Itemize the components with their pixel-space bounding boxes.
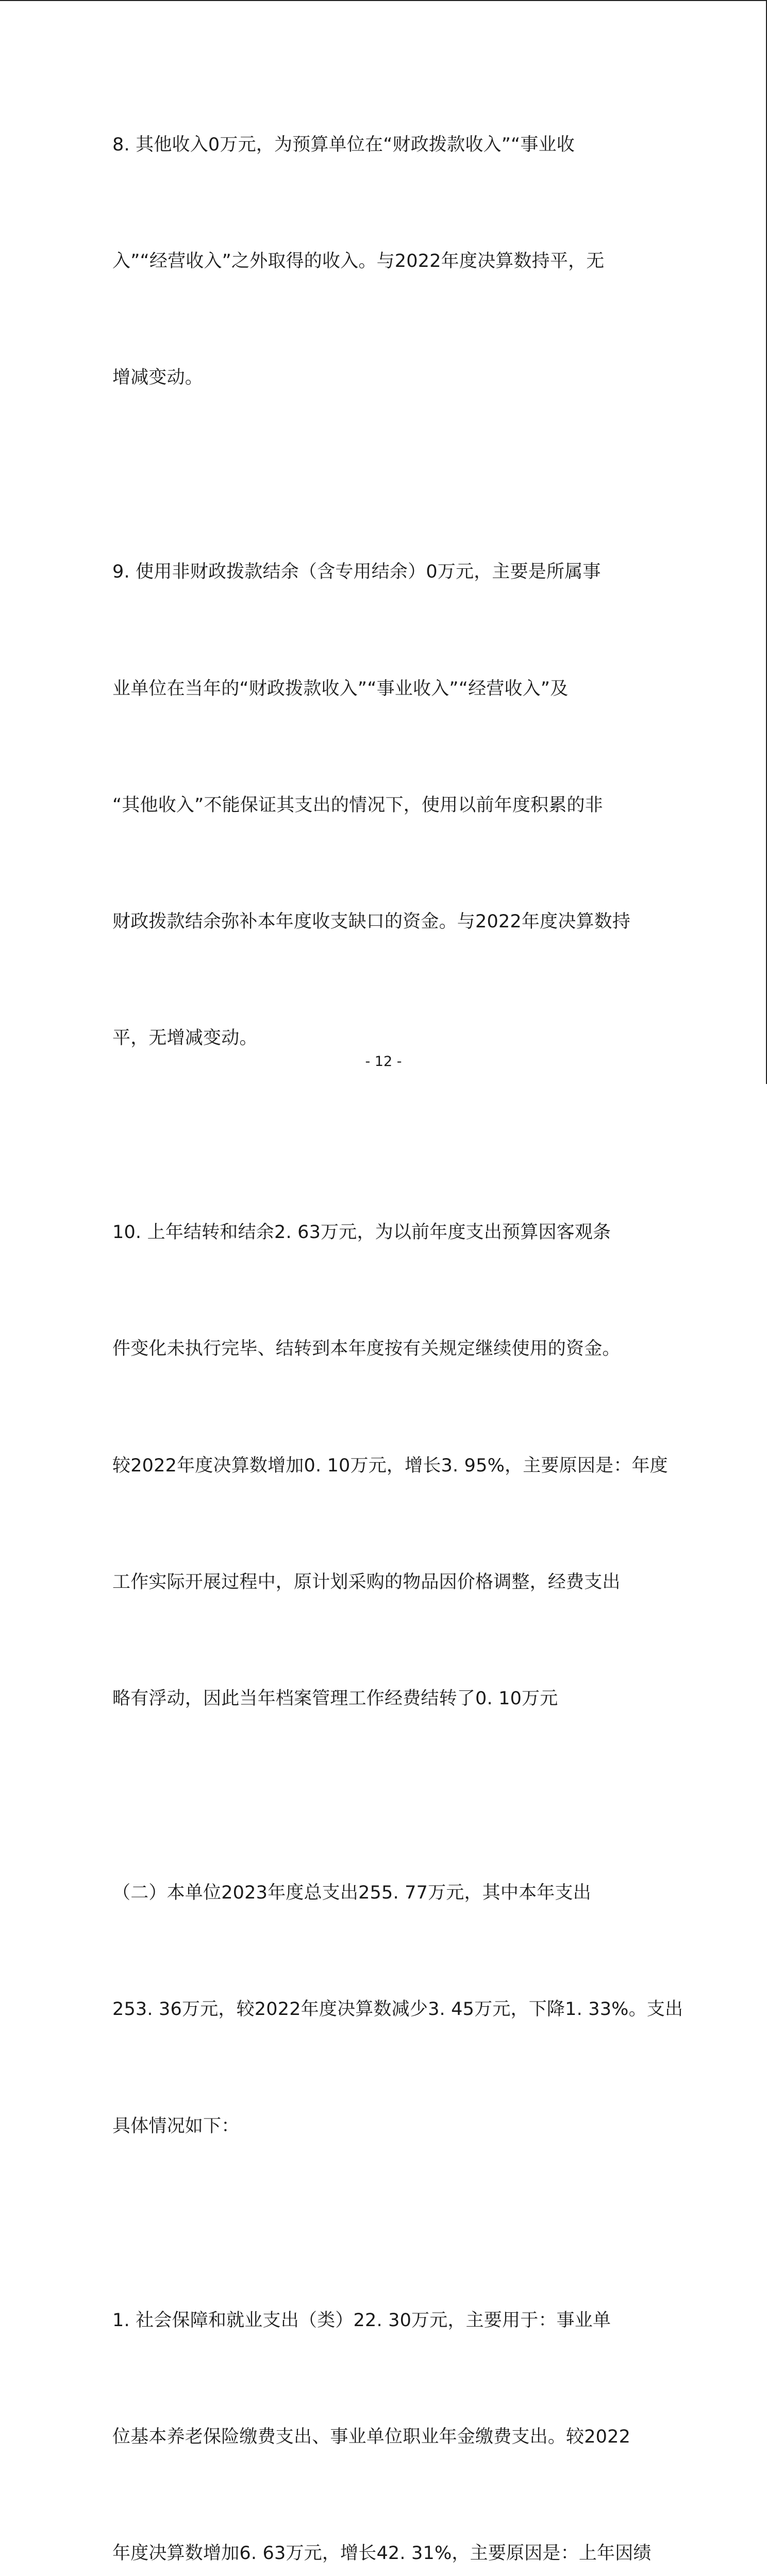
text-line: （二）本单位2023年度总支出255. 77万元，其中本年支出 [112,1883,591,1904]
text-line: 10. 上年结转和结余2. 63万元，为以前年度支出预算因客观条 [112,1222,611,1243]
paragraph-other-income [112,48,664,475]
paragraph-carryover-balance [112,1136,668,1796]
text-line: 平，无增减变动。 [112,1028,258,1049]
text-line: 件变化未执行完毕、结转到本年度按有关规定继续使用的资金。 [112,1338,621,1360]
paragraph-social-security-expenditure [112,2224,664,2576]
text-line: 位基本养老保险缴费支出、事业单位职业年金缴费支出。较2022 [112,2426,631,2447]
text-line: 具体情况如下： [112,2115,240,2137]
text-line: 年度决算数增加6. 63万元，增长42. 31%，主要原因是：上年因绩 [112,2543,652,2564]
text-line: 253. 36万元，较2022年度决算数减少3. 45万元，下降1. 33%。支出 [112,1999,683,2020]
paragraph-total-expenditure [112,1796,683,2223]
text-line: “其他收入”不能保证其支出的情况下，使用以前年度积累的非 [112,794,603,816]
text-line: 8. 其他收入0万元，为预算单位在“财政拨款收入”“事业收 [112,134,575,155]
text-line: 增减变动。 [112,367,204,388]
paragraph-non-fiscal-balance [112,475,664,1136]
text-line: 业单位在当年的“财政拨款收入”“事业收入”“经营收入”及 [112,678,569,699]
text-line: 9. 使用非财政拨款结余（含专用结余）0万元，主要是所属事 [112,562,601,583]
top-border-line [0,0,767,1]
text-line: 工作实际开展过程中，原计划采购的物品因价格调整，经费支出 [112,1571,621,1592]
text-line: 略有浮动，因此当年档案管理工作经费结转了0. 10万元 [112,1688,558,1709]
text-line: 较2022年度决算数增加0. 10万元，增长3. 95%，主要原因是：年度 [112,1455,668,1476]
document-body [112,48,683,2576]
text-line: 1. 社会保障和就业支出（类）22. 30万元，主要用于：事业单 [112,2310,611,2331]
text-line: 入”“经营收入”之外取得的收入。与2022年度决算数持平，无 [112,251,605,272]
text-line: 财政拨款结余弥补本年度收支缺口的资金。与2022年度决算数持 [112,911,631,932]
page-number: - 12 - [365,1054,402,1070]
